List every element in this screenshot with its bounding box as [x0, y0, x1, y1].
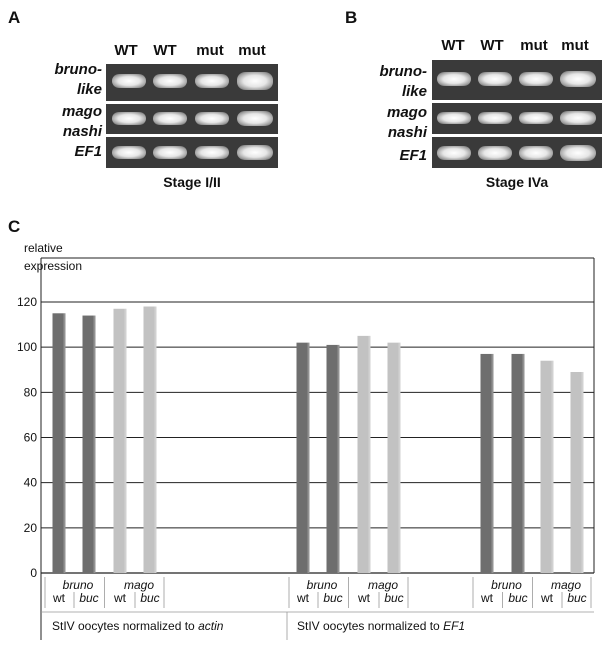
group2-caption: StIV oocytes normalized to EF1: [297, 619, 466, 633]
y-tick-label-60: 60: [23, 430, 37, 445]
panel-b-gene-bruno: bruno- like: [379, 63, 427, 100]
y-tick-label-20: 20: [23, 520, 37, 535]
genotype-label-wt: wt: [114, 591, 126, 605]
panel-a-stage-label: Stage I/II: [163, 174, 221, 190]
bar-shade: [94, 316, 96, 573]
bars: [53, 307, 584, 573]
genotype-label-wt: wt: [481, 591, 493, 605]
genotype-label-buc: buc: [384, 591, 404, 605]
bar-shade: [125, 309, 127, 573]
bar-shade: [492, 354, 494, 573]
panel-a-lane-1: WT: [114, 42, 138, 59]
genotype-label-buc: buc: [140, 591, 160, 605]
bar-shade: [369, 336, 371, 573]
panel-b-lane-4: mut: [561, 37, 589, 54]
panel-b-lane-1: WT: [441, 37, 465, 54]
y-axis-label-line1: relative: [24, 241, 63, 255]
genotype-label-wt: wt: [358, 591, 370, 605]
genotype-label-buc: buc: [508, 591, 528, 605]
panel-a-gene-mago: mago nashi: [61, 103, 102, 140]
panel-b-lane-3: mut: [520, 37, 548, 54]
genotype-label-buc: buc: [323, 591, 343, 605]
gene-label-bruno: bruno: [62, 578, 94, 592]
y-tick-label-100: 100: [16, 340, 37, 355]
panel-b-letter: B: [345, 8, 358, 27]
y-axis-label-line2: expression: [24, 259, 83, 273]
gene-label-mago: mago: [550, 578, 582, 592]
gene-label-bruno: bruno: [491, 578, 522, 592]
genotype-label-wt: wt: [297, 591, 309, 605]
bar-shade: [523, 354, 525, 573]
bar-shade: [64, 313, 66, 573]
panel-a-gene-bruno: bruno- like: [54, 61, 102, 98]
y-tick-label-80: 80: [23, 385, 37, 400]
genotype-label-wt: wt: [541, 591, 553, 605]
y-tick-label-0: 0: [30, 566, 37, 580]
panel-a-lane-3: mut: [196, 42, 224, 59]
panel-a-lane-4: mut: [238, 42, 266, 59]
y-tick-labels: [17, 295, 37, 580]
gene-label-mago: mago: [123, 578, 155, 592]
panel-a-gene-ef1: EF1: [74, 143, 102, 160]
panel-b-stage-label: Stage IVa: [485, 174, 549, 190]
bar-shade: [308, 343, 310, 573]
panel-b-lane-2: WT: [480, 37, 504, 54]
gene-label-bruno: bruno: [306, 578, 338, 592]
panel-b-gene-mago: mago nashi: [386, 104, 427, 141]
group1-caption: StIV oocytes normalized to actin: [52, 619, 224, 633]
panel-a-letter: A: [8, 8, 21, 27]
panel-c-letter: C: [8, 217, 21, 236]
bar-shade: [399, 343, 401, 573]
genotype-label-buc: buc: [567, 591, 587, 605]
bar-shade: [582, 372, 584, 573]
gene-label-mago: mago: [367, 578, 399, 592]
y-tick-label-40: 40: [23, 475, 37, 490]
bar-shade: [338, 345, 340, 573]
genotype-label-buc: buc: [79, 591, 99, 605]
y-tick-label-120: 120: [16, 295, 37, 309]
bar-shade: [155, 307, 157, 573]
panel-b-gene-ef1: EF1: [399, 147, 427, 164]
genotype-label-wt: wt: [53, 591, 65, 605]
panel-a-lane-2: WT: [153, 42, 177, 59]
bar-shade: [552, 361, 554, 573]
